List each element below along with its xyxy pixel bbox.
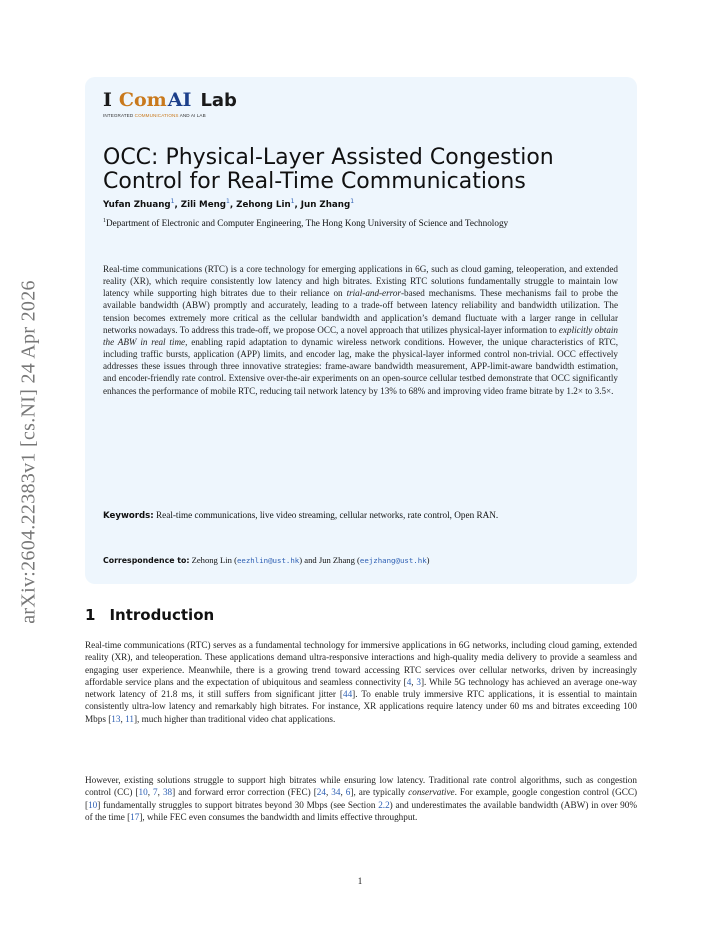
keywords-text: Real-time communications, live video streaming, cellular networks, rate control, Open RAN. bbox=[156, 510, 499, 520]
logo-i: I bbox=[103, 89, 112, 111]
citation-link[interactable]: 34 bbox=[331, 787, 341, 798]
paper-title: OCC: Physical-Layer Assisted Congestion Control for Real-Time Communications bbox=[103, 145, 554, 194]
citation-link[interactable]: 24 bbox=[316, 787, 326, 798]
citation-link[interactable]: 7 bbox=[153, 787, 158, 798]
citation-link[interactable]: 10 bbox=[88, 799, 98, 810]
lab-logo bbox=[103, 89, 237, 118]
page-number: 1 bbox=[357, 876, 363, 886]
arxiv-stamp-text: arXiv:2604.22383v1 [cs.NI] 24 Apr 2026 bbox=[17, 280, 40, 624]
arxiv-stamp bbox=[14, 262, 44, 642]
citation-link[interactable]: 4 bbox=[406, 676, 412, 687]
citation-link[interactable]: 3 bbox=[416, 676, 421, 687]
keywords-label: Keywords: bbox=[103, 511, 154, 521]
author-list: Yufan Zhuang$^1$, Zili Meng$^1$, Zehong Lin$^1$, Jun Zhang$^1$ bbox=[103, 198, 355, 210]
logo-com: Com bbox=[118, 89, 167, 111]
citation-link[interactable]: 44 bbox=[342, 689, 353, 700]
abstract-box bbox=[85, 77, 637, 584]
citation-link[interactable]: 11 bbox=[125, 713, 134, 724]
email-link[interactable]: eezhlin@ust.hk bbox=[236, 556, 300, 565]
author-name: Jun Zhang bbox=[300, 199, 351, 210]
logo-subtitle: INTEGRATED COMMUNICATIONS AND AI LAB bbox=[103, 113, 206, 118]
logo-ai: AI bbox=[167, 89, 192, 111]
citation-link[interactable]: 13 bbox=[111, 713, 121, 724]
citation-link[interactable]: 17 bbox=[130, 811, 140, 822]
citation-link[interactable]: 6 bbox=[345, 787, 351, 798]
author-name: Yufan Zhuang bbox=[103, 199, 171, 210]
correspondence-label: Correspondence to: bbox=[103, 556, 190, 565]
section-heading: 1 Introduction bbox=[85, 606, 215, 624]
abstract-text: Real-time communications (RTC) is a core technology for emerging applications in 6G, such as cloud gaming, teleoperation, and extended reality (XR), which require consistently low latency and high bitrates. Existing RTC solutions fundamentally struggle to maintain low latency while supporting high bitrates due to their reliance on trial-and-error-based mechanisms. These mechanisms fail to probe the available bandwidth (ABW) promptly and accurately, leading to a trade-off between latency reliability and bandwidth utilization. The tension becomes extremely more critical as the cellular bandwidth and application’s demand fluctuate with a larger range in cellular networks nowadays. To address this trade-off, we propose OCC, a novel approach that utilizes physical-layer information to explicitly obtain the ABW in real time, enabling rapid adaptation to dynamic wireless network conditions. However, the unique characteristics of RTC, including traffic bursts, application (APP) limits, and encoder lag, make the physical-layer informed control non-trivial. OCC effectively addresses these issues through three innovative strategies: frame-aware bandwidth measurement, APP-limit-aware bandwidth estimation, and encoder-friendly rate control. Extensive over-the-air experiments on an open-source cellular testbed demonstrate that OCC significantly enhances the performance of mobile RTC, reducing tail network latency by 13% to 68% and improving video frame bitrate by 1.2× to 3.5×. bbox=[103, 264, 618, 396]
logo-lab: Lab bbox=[200, 90, 237, 111]
keywords bbox=[103, 509, 618, 522]
affiliation: $^1$Department of Electronic and Computer Engineering, The Hong Kong University of Science and Technology bbox=[103, 218, 509, 229]
author-name: Zehong Lin bbox=[236, 199, 291, 210]
author-name: Zili Meng bbox=[180, 199, 226, 210]
email-link[interactable]: eejzhang@ust.hk bbox=[359, 556, 427, 565]
section-link[interactable]: 2.2 bbox=[378, 799, 390, 810]
citation-link[interactable]: 38 bbox=[162, 787, 173, 798]
intro-paragraph-2: However, existing solutions struggle to support high bitrates while ensuring low latency. Traditional rate control algorithms, such as congestion control (CC) [10, 7, 38] and forward error correction (FEC) [24, 34, 6], are typically conservative. For example, google congestion control (GCC) [10] fundamentally struggles to support bitrates beyond 30 Mbps (see Section 2.2) and underestimates the available bandwidth (ABW) in over 90% of the time [17], while FEC even consumes the bandwidth and limits effective throughput. bbox=[85, 775, 638, 822]
intro-paragraph-1: Real-time communications (RTC) serves as a fundamental technology for immersive applications in 6G networks, including cloud gaming, extended reality (XR), and teleoperation. These applications demand ultra-responsive interactions and high-quality media delivery to provide a seamless and engaging user experience. Meanwhile, there is a growing trend toward accessing RTC services over cellular networks, driven by increasingly affordable service plans and the expectation of ubiquitous and seamless connectivity [4, 3]. While 5G technology has achieved an average one-way network latency of 21.8 ms, it still suffers from significant jitter [44]. To enable truly immersive RTC applications, it is essential to maintain consistently ultra-low latency and remarkably high bitrates. For instance, XR applications require latency under 60 ms and bitrates exceeding 100 Mbps [13, 11], much higher than traditional video chat applications. bbox=[85, 640, 638, 724]
correspondence: Correspondence to: Zehong Lin (eezhlin@ust.hk) and Jun Zhang (eejzhang@ust.hk) bbox=[103, 555, 430, 565]
citation-link[interactable]: 10 bbox=[138, 787, 148, 798]
